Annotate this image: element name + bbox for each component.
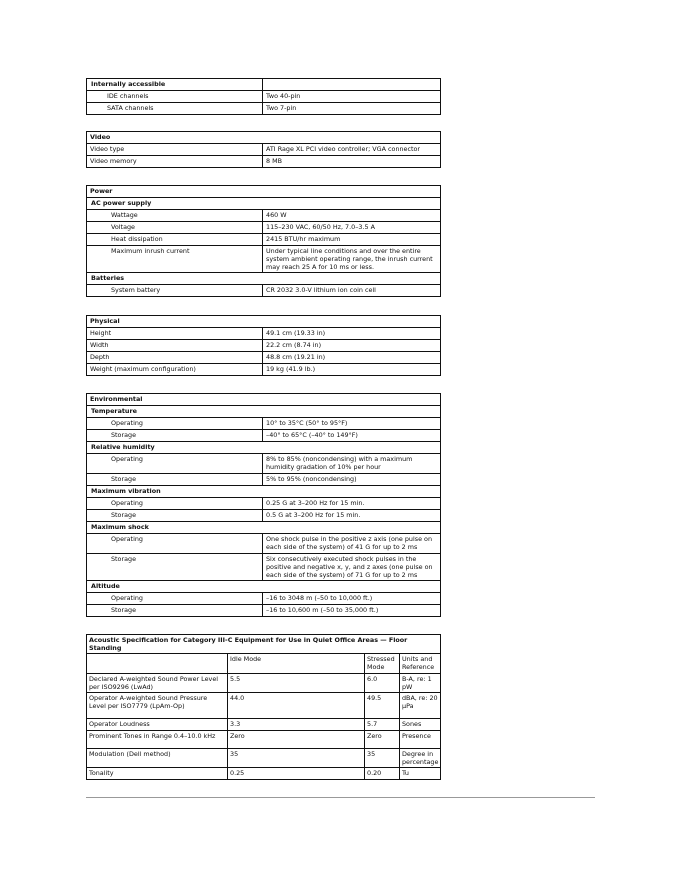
acoustic-idle: 3.3 xyxy=(228,719,365,731)
row-label: Storage xyxy=(87,510,263,522)
acoustic-units: Tu xyxy=(400,768,441,780)
acoustic-units: Presence xyxy=(400,731,441,749)
acoustic-label: Modulation (Dell method) xyxy=(87,749,228,768)
row-value: Two 7-pin xyxy=(263,103,441,115)
internal-table xyxy=(86,78,441,115)
acoustic-units: dBA, re: 20 μPa xyxy=(400,693,441,719)
row-label: Storage xyxy=(87,430,263,442)
acoustic-label: Prominent Tones in Range 0.4–10.0 kHz xyxy=(87,731,228,749)
physical-table xyxy=(86,315,441,376)
acoustic-units: Sones xyxy=(400,719,441,731)
video-heading: Video xyxy=(87,132,441,144)
acoustic-idle: 0.25 xyxy=(228,768,365,780)
ac-power-heading: AC power supply xyxy=(87,198,441,210)
row-value: 49.1 cm (19.33 in) xyxy=(263,328,441,340)
internal-heading: Internally accessible xyxy=(87,79,263,91)
row-value: 8% to 85% (noncondensing) with a maximum humidity gradation of 10% per hour xyxy=(263,454,441,474)
row-value: 5% to 95% (noncondensing) xyxy=(263,474,441,486)
row-value: 0.25 G at 3–200 Hz for 15 min. xyxy=(263,498,441,510)
acoustic-label: Operator A-weighted Sound Pressure Level per ISO7779 (LpAm-Op) xyxy=(87,693,228,719)
acoustic-label: Declared A-weighted Sound Power Level per ISO9296 (LwAd) xyxy=(87,674,228,693)
row-value: ATI Rage XL PCI video controller; VGA connector xyxy=(263,144,441,156)
physical-heading: Physical xyxy=(87,316,441,328)
row-label: Height xyxy=(87,328,263,340)
row-value: 10° to 35°C (50° to 95°F) xyxy=(263,418,441,430)
col-header-stressed: Stressed Mode xyxy=(365,654,400,674)
row-value: 19 kg (41.9 lb.) xyxy=(263,364,441,376)
row-value: 8 MB xyxy=(263,156,441,168)
power-heading: Power xyxy=(87,186,441,198)
row-label: Heat dissipation xyxy=(87,234,263,246)
row-label: Operating xyxy=(87,534,263,554)
batteries-heading: Batteries xyxy=(87,273,441,285)
row-value: One shock pulse in the positive z axis (one pulse on each side of the system) of 41 G for up to 2 ms xyxy=(263,534,441,554)
row-value: 460 W xyxy=(263,210,441,222)
row-label: Operating xyxy=(87,593,263,605)
acoustic-stressed: 6.0 xyxy=(365,674,400,693)
row-label: Storage xyxy=(87,554,263,581)
row-value: Six consecutively executed shock pulses in the positive and negative x, y, and z axes (one pulse on each side of the system) of 71 G for up to 2 ms xyxy=(263,554,441,581)
col-header-empty xyxy=(87,654,228,674)
acoustic-stressed: 35 xyxy=(365,749,400,768)
acoustic-label: Operator Loudness xyxy=(87,719,228,731)
row-label: System battery xyxy=(87,285,263,297)
row-value: 2415 BTU/hr maximum xyxy=(263,234,441,246)
acoustic-stressed: 5.7 xyxy=(365,719,400,731)
row-value: Two 40-pin xyxy=(263,91,441,103)
row-label: Storage xyxy=(87,474,263,486)
acoustic-units: B-A, re: 1 pW xyxy=(400,674,441,693)
horizontal-divider xyxy=(86,797,595,798)
row-label: Operating xyxy=(87,454,263,474)
row-value: CR 2032 3.0-V lithium ion coin cell xyxy=(263,285,441,297)
row-label: Weight (maximum configuration) xyxy=(87,364,263,376)
row-value: –16 to 3048 m (–50 to 10,000 ft.) xyxy=(263,593,441,605)
row-label: Wattage xyxy=(87,210,263,222)
shock-heading: Maximum shock xyxy=(87,522,441,534)
acoustic-table xyxy=(86,634,441,780)
acoustic-units: Degree in percentage xyxy=(400,749,441,768)
row-value: 48.8 cm (19.21 in) xyxy=(263,352,441,364)
empty-cell xyxy=(263,79,441,91)
vibration-heading: Maximum vibration xyxy=(87,486,441,498)
acoustic-stressed: Zero xyxy=(365,731,400,749)
row-label: Storage xyxy=(87,605,263,617)
col-header-idle: Idle Mode xyxy=(228,654,365,674)
power-table xyxy=(86,185,441,297)
acoustic-heading: Acoustic Specification for Category III-C Equipment for Use in Quiet Office Areas — Floor Standing xyxy=(87,635,441,654)
acoustic-label: Tonality xyxy=(87,768,228,780)
row-value: 0.5 G at 3–200 Hz for 15 min. xyxy=(263,510,441,522)
row-label: Depth xyxy=(87,352,263,364)
row-value: Under typical line conditions and over the entire system ambient operating range, the inrush current may reach 25 A for 10 ms or less. xyxy=(263,246,441,273)
row-label: IDE channels xyxy=(87,91,263,103)
row-label: Maximum inrush current xyxy=(87,246,263,273)
row-value: 22.2 cm (8.74 in) xyxy=(263,340,441,352)
row-label: Operating xyxy=(87,498,263,510)
row-value: –40° to 65°C (–40° to 149°F) xyxy=(263,430,441,442)
acoustic-stressed: 49.5 xyxy=(365,693,400,719)
altitude-heading: Altitude xyxy=(87,581,441,593)
temperature-heading: Temperature xyxy=(87,406,441,418)
acoustic-idle: Zero xyxy=(228,731,365,749)
row-label: SATA channels xyxy=(87,103,263,115)
col-header-units: Units and Reference xyxy=(400,654,441,674)
acoustic-idle: 44.0 xyxy=(228,693,365,719)
video-table xyxy=(86,131,441,168)
acoustic-idle: 5.5 xyxy=(228,674,365,693)
environmental-heading: Environmental xyxy=(87,394,441,406)
row-value: –16 to 10,600 m (–50 to 35,000 ft.) xyxy=(263,605,441,617)
humidity-heading: Relative humidity xyxy=(87,442,441,454)
row-value: 115–230 VAC, 60/50 Hz, 7.0–3.5 A xyxy=(263,222,441,234)
row-label: Operating xyxy=(87,418,263,430)
row-label: Video type xyxy=(87,144,263,156)
row-label: Voltage xyxy=(87,222,263,234)
row-label: Width xyxy=(87,340,263,352)
acoustic-stressed: 0.20 xyxy=(365,768,400,780)
environmental-table xyxy=(86,393,441,617)
row-label: Video memory xyxy=(87,156,263,168)
acoustic-idle: 35 xyxy=(228,749,365,768)
